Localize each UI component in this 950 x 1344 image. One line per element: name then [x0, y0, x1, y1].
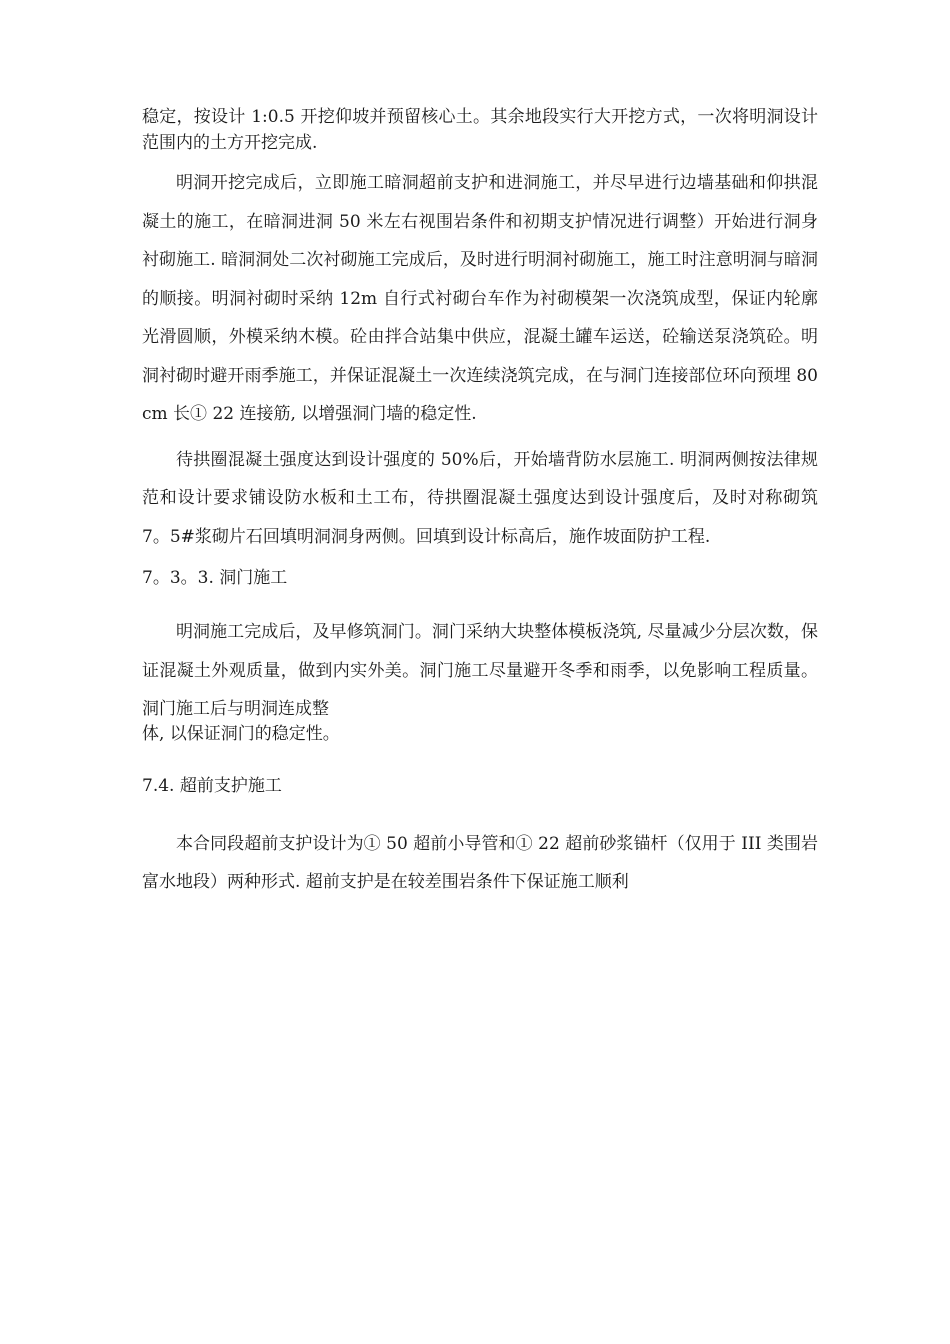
paragraph-3: 待拱圈混凝土强度达到设计强度的 50%后，开始墙背防水层施工. 明洞两侧按法律规范和设计要求铺设防水板和土工布，待拱圈混凝土强度达到设计强度后，及时对称砌筑 7。5#浆砌片石回填明洞洞身两侧。回填到设计标高后，施作坡面防护工程.: [142, 449, 818, 547]
paragraph-1: 稳定，按设计 1:0.5 开挖仰坡并预留核心土。其余地段实行大开挖方式，一次将明洞设计范围内的土方开挖完成.: [142, 107, 818, 153]
paragraph-4-body: 明洞施工完成后，及早修筑洞门。洞门采纳大块整体模板浇筑, 尽量减少分层次数，保证混凝土外观质量，做到内实外美。洞门施工尽量避开冬季和雨季，以免影响工程质量。洞门施工后与明洞连成整: [142, 622, 818, 719]
section-heading-7-3-3: 7。3。3. 洞门施工: [142, 568, 288, 588]
paragraph-4-tail: 体, 以保证洞门的稳定性。: [142, 723, 340, 744]
paragraph-5: 本合同段超前支护设计为① 50 超前小导管和① 22 超前砂浆锚杆（仅用于 III 类围岩富水地段）两种形式. 超前支护是在较差围岩条件下保证施工顺利: [142, 833, 818, 892]
document-page: [142, 104, 818, 902]
paragraph-4: [142, 613, 818, 744]
paragraph-2: 明洞开挖完成后，立即施工暗洞超前支护和进洞施工，并尽早进行边墙基础和仰拱混凝土的施工，在暗洞进洞 50 米左右视围岩条件和初期支护情况进行调整）开始进行洞身衬砌施工. 暗洞洞处二次衬砌施工完成后，及时进行明洞衬砌施工，施工时注意明洞与暗洞的顺接。明洞衬砌时采纳 12m 自行式衬砌台车作为衬砌模架一次浇筑成型，保证内轮廓光滑圆顺，外模采纳木模。砼由拌合站集中供应，混凝土罐车运送，砼输送泵浇筑砼。明洞衬砌时避开雨季施工，并保证混凝土一次连续浇筑完成，在与洞门连接部位环向预埋 80cm 长① 22 连接筋, 以增强洞门墙的稳定性.: [142, 173, 818, 424]
section-heading-7-4: 7.4. 超前支护施工: [142, 775, 282, 796]
